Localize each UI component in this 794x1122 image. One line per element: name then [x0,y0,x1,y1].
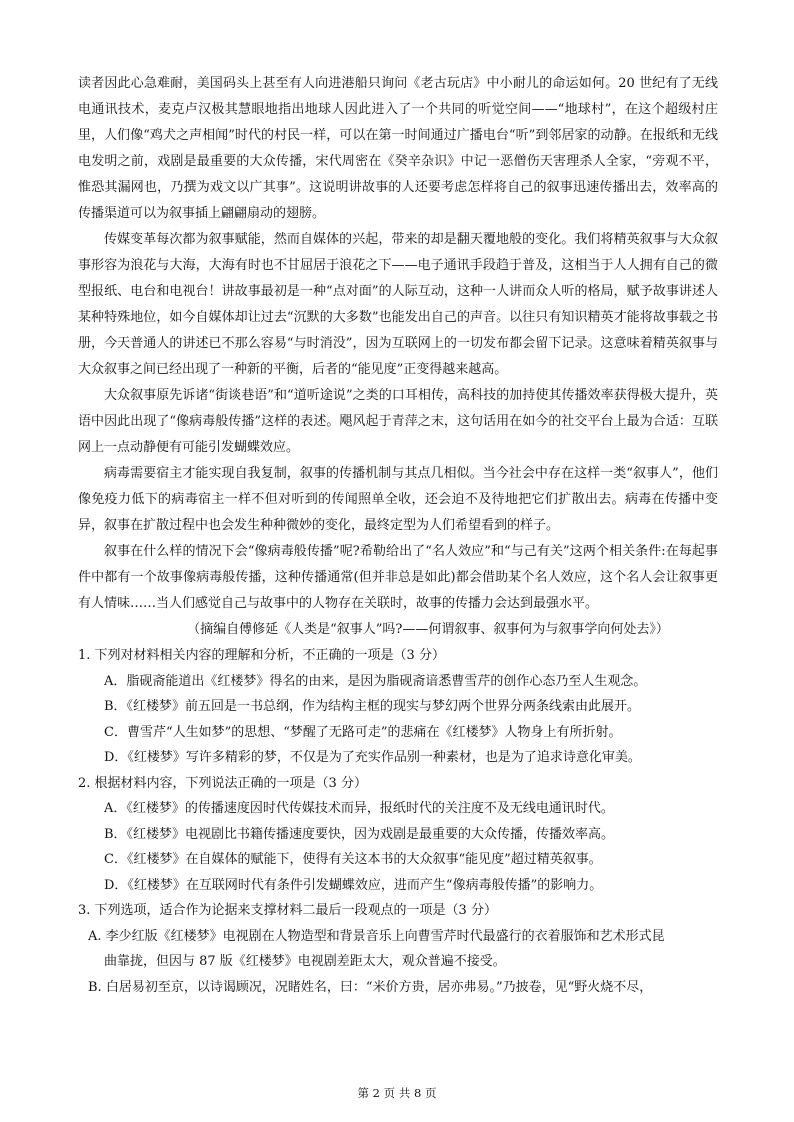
question-2-option-a: A．《红楼梦》的传播速度因时代传媒技术而异，报纸时代的关注度不及无线电通讯时代。 [104,801,614,816]
question-2-option-d: D．《红楼梦》在互联网时代有条件引发蝴蝶效应，进而产生“像病毒般传播”的影响力。 [104,877,603,893]
question-3-option-b: B. 白居易初至京，以诗谒顾况，况睹姓名，曰：“米价方贵，居亦弗易。”乃披卷，见“野火烧不尽， [88,979,653,995]
question-1-option-d: D．《红楼梦》写许多精彩的梦，不仅是为了充实作品别一种素材，也是为了追求诗意化审美。 [104,750,641,765]
question-3-option-a: A. 李少红版《红楼梦》电视剧在人物造型和背景音乐上向曹雪芹时代最盛行的衣着服饰和艺术形式昆 [88,928,665,944]
question-1-stem: 1. 下列对材料相关内容的理解和分析，不正确的一项是（3 分） [78,648,445,663]
article-paragraph-3: 大众叙事原先诉诸“街谈巷语”和“道听途说”之类的口耳相传，高科技的加持使其传播效率获得极大提升，英语中因此出现了“像病毒般传播”这样的表述。飓风起于青萍之末，这句话用在如今的社交平台上最为合适：互联网上一点动静便有可能引发蝴蝶效应。 [78,388,718,455]
article-source: （摘编自傅修延《人类是“叙事人”吗?——何谓叙事、叙事何为与叙事学向何处去》） [187,622,669,637]
article-paragraph-1: 读者因此心急难耐，美国码头上甚至有人向进港船只询问《老古玩店》中小耐儿的命运如何。20 世纪有了无线电通讯技术，麦克卢汉极其慧眼地指出地球人因此进入了一个共同的听觉空间——“地球村”，在这个超级村庄里，人们像“鸡犬之声相闻”时代的村民一样，可以在第一时间通过广播电台“听”到邻居家的动静。在报纸和无线电发明之前，戏剧是最重要的大众传播，宋代周密在《癸辛杂识》中记一恶僧伤天害理杀人全家，“旁观不平，惟恐其漏网也，乃撰为戏文以广其事”。这说明讲故事的人还要考虑怎样将自己的叙事迅速传播出去，效率高的传播渠道可以为叙事插上翩翩扇动的翅膀。 [78,76,718,221]
article-paragraph-5: 叙事在什么样的情况下会“像病毒般传播”呢?希勒给出了“名人效应”和“与己有关”这两个相关条件:在每起事件中都有一个故事像病毒般传播，这种传播通常(但并非总是如此)都会借助某个名人效应，这个名人会让叙事更有人情味……当人们感觉自己与故事中的人物存在关联时，故事的传播力会达到最强水平。 [78,544,718,611]
question-1-option-c: C．曹雪芹“人生如梦”的思想、“梦醒了无路可走”的悲痛在《红楼梦》人物身上有所折射。 [104,724,622,740]
question-1-option-b: B．《红楼梦》前五回是一书总纲，作为结构主框的现实与梦幻两个世界分两条线索由此展开。 [104,699,641,714]
question-2-stem: 2. 根据材料内容，下列说法正确的一项是（3 分） [78,775,367,791]
page-content [78,71,718,1000]
question-3-option-a-continued: 曲靠拢，但因与 87 版《红楼梦》电视剧差距太大，观众普遍不接受。 [104,954,506,969]
question-2 [78,771,718,899]
question-3-stem: 3. 下列选项，适合作为论据来支撑材料二最后一段观点的一项是（3 分） [78,903,497,918]
question-1 [78,643,718,771]
article-paragraph-4: 病毒需要宿主才能实现自我复制，叙事的传播机制与其点几相似。当今社会中存在这样一类“叙事人”，他们像免疫力低下的病毒宿主一样不但对听到的传闻照单全收，还会迫不及待地把它们扩散出去。病毒在传播中变异，叙事在扩散过程中也会发生种种微妙的变化，最终定型为人们希望看到的样子。 [78,466,718,533]
question-2-option-b: B．《红楼梦》电视剧比书籍传播速度要快，因为戏剧是最重要的大众传播，传播效率高。 [104,826,615,842]
question-3 [78,898,718,1000]
article-paragraph-2: 传媒变革每次都为叙事赋能，然而自媒体的兴起，带来的却是翻天覆地般的变化。我们将精英叙事与大众叙事形容为浪花与大海，大海有时也不甘屈居于浪花之下——电子通讯手段趋于普及，这相当于人人拥有自己的微型报纸、电台和电视台！讲故事最初是一种“点对面”的人际互动，这种一人讲而众人听的格局，赋予故事讲述人某种特殊地位，如今自媒体却让过去“沉默的大多数”也能发出自己的声音。以往只有知识精英才能将故事载之书册，今天普通人的讲述已不那么容易“与时消没”，因为互联网上的一切发布都会留下记录。这意味着精英叙事与大众叙事之间已经出现了一种新的平衡，后者的“能见度”正变得越来越高。 [78,232,718,377]
question-2-option-c: C．《红楼梦》在自媒体的赋能下，使得有关这本书的大众叙事“能见度”超过精英叙事。 [104,852,602,867]
page-footer: 第 2 页 共 8 页 [357,1086,437,1100]
question-1-option-a: A．脂砚斋能道出《红楼梦》得名的由来，是因为脂砚斋谙悉曹雪芹的创作心态乃至人生观念。 [104,673,647,689]
